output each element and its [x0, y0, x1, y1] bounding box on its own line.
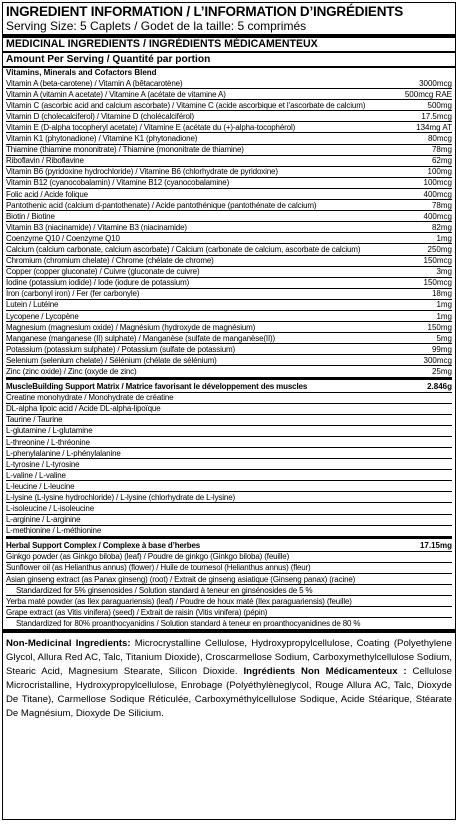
ingredient-row	[6, 156, 452, 167]
ingredient-amount: 1mg	[436, 300, 452, 310]
muscle-title: MuscleBuilding Support Matrix / Matrice favorisant le développement des muscles	[6, 381, 308, 391]
ingredient-row	[6, 415, 452, 426]
ingredient-name: Sunflower oil (as Helianthus annus) (flower) / Huile de tournesol (Helianthus annus) (fleur)	[6, 563, 311, 573]
ingredient-row	[6, 167, 452, 178]
ingredient-name: Asian ginseng extract (as Panax ginseng) (root) / Extrait de ginseng asiatique (Ginseng panax) (racine)	[6, 574, 356, 584]
ingredient-name: L-isoleucine / L-isoleucine	[6, 504, 95, 514]
ingredient-name: L-tyrosine / L-tyrosine	[6, 459, 80, 469]
panel-title: INGREDIENT INFORMATION / L’INFORMATION D’INGRÉDIENTS	[6, 4, 404, 19]
ingredient-row	[6, 300, 452, 311]
ingredient-amount: 400mcg	[423, 211, 452, 221]
ingredient-name: Iron (carbonyl iron) / Fer (fer carbonyle)	[6, 289, 140, 299]
ingredient-name: L-leucine / L-leucine	[6, 481, 75, 491]
ingredient-name: Vitamin B12 (cyanocobalamin) / Vitamine B12 (cyanocobalamine)	[6, 178, 230, 188]
ingredient-amount: 1mg	[436, 311, 452, 321]
ingredient-name: Folic acid / Acide folique	[6, 189, 88, 199]
ingredient-row	[6, 344, 452, 355]
ingredient-amount: 150mg	[427, 322, 452, 332]
vitamins-heading: Vitamins, Minerals and Cofactors Blend	[6, 68, 157, 77]
muscle-list	[6, 393, 452, 536]
ingredient-name: Thiamine (thiamine mononitrate) / Thiamine (mononitrate de thiamine)	[6, 145, 244, 155]
non-medicinal-ingredients	[6, 637, 452, 721]
ingredient-name: Selenium (selenium chelate) / Sélénium (chélate de sélénium)	[6, 355, 217, 365]
ingredient-name: DL-alpha lipoic acid / Acide DL-alpha-lipoïque	[6, 404, 161, 414]
ingredient-name: Biotin / Biotine	[6, 211, 55, 221]
ingredient-row	[6, 222, 452, 233]
ingredient-amount: 99mg	[431, 344, 452, 354]
ingredient-amount: 3000mcg	[419, 78, 452, 88]
ingredient-row	[6, 481, 452, 492]
ingredient-name: L-glutamine / L-glutamine	[6, 426, 93, 436]
ingredient-row	[6, 355, 452, 366]
ingredient-name: Pantothenic acid (calcium d-pantothenate) / Acide pantothénique (pantothénate de calcium)	[6, 200, 317, 210]
ingredient-name: L-methionine / L-méthionine	[6, 526, 102, 536]
ingredient-amount: 250mg	[427, 245, 452, 254]
ingredient-row	[6, 470, 452, 481]
ingredient-row	[6, 111, 452, 122]
ingredient-amount: 25mg	[431, 367, 452, 377]
herbal-list	[6, 552, 452, 629]
ingredient-name: Taurine / Taurine	[6, 415, 63, 425]
ingredient-row	[6, 122, 452, 133]
ingredient-name: Vitamin B3 (niacinamide) / Vitamine B3 (niacinamide)	[6, 222, 187, 232]
ingredient-row	[6, 366, 452, 376]
ingredient-name: Manganese (manganese (II) sulphate) / Manganèse (sulfate de manganèse(II))	[6, 333, 276, 343]
ingredient-amount: 500mcg RAE	[404, 89, 452, 99]
ingredient-name: Copper (copper gluconate) / Cuivre (gluconate de cuivre)	[6, 267, 200, 277]
ingredient-row	[6, 333, 452, 344]
ingredient-row	[6, 404, 452, 415]
ingredient-amount: 400mcg	[423, 189, 452, 199]
ingredient-row	[6, 515, 452, 526]
ingredient-row	[6, 322, 452, 333]
ingredient-name: Zinc (zinc oxide) / Zinc (oxyde de zinc)	[6, 367, 137, 377]
ingredient-amount: 100mcg	[423, 178, 452, 188]
ingredient-row	[6, 256, 452, 267]
ingredient-row	[6, 563, 452, 574]
ingredient-name: L-phenylalanine / L-phénylalanine	[6, 448, 121, 458]
ingredient-row	[6, 244, 452, 255]
divider-thick	[3, 629, 455, 633]
ingredient-name: Ginkgo powder (as Ginkgo biloba) (leaf) / Poudre de ginkgo (Ginkgo biloba) (feuille)	[6, 552, 290, 562]
ingredient-row	[6, 233, 452, 244]
non-medicinal-label-en: Non-Medicinal Ingredients:	[6, 638, 131, 650]
ingredient-row	[6, 459, 452, 470]
ingredient-row	[6, 200, 452, 211]
ingredient-row	[6, 145, 452, 156]
ingredient-name: Iodine (potassium iodide) / Iode (iodure de potassium)	[6, 278, 190, 288]
ingredient-amount: 150mcg	[423, 278, 452, 288]
ingredient-amount: 17.5mcg	[421, 111, 452, 121]
ingredient-amount: 500mg	[427, 100, 452, 110]
ingredient-name: Lycopene / Lycopène	[6, 311, 79, 321]
ingredient-row	[6, 211, 452, 222]
ingredient-row	[6, 289, 452, 300]
ingredient-row	[6, 189, 452, 200]
muscle-amount: 2.846g	[427, 381, 452, 391]
ingredient-row	[6, 78, 452, 89]
ingredient-row	[6, 89, 452, 100]
ingredient-row	[6, 574, 452, 585]
ingredient-amount: 62mg	[431, 156, 452, 166]
muscle-heading-row	[6, 377, 452, 393]
ingredient-name: Calcium (calcium carbonate, calcium ascorbate) / Calcium (carbonate de calcium, ascorbate de calcium)	[6, 245, 361, 254]
ingredient-amount: 5mg	[436, 333, 452, 343]
ingredient-row	[6, 585, 452, 596]
herbal-heading-row	[6, 536, 452, 552]
herbal-amount: 17.15mg	[419, 540, 452, 550]
ingredient-amount: 134mg AT	[416, 122, 452, 132]
ingredient-name: Yerba maté powder (as Ilex paraguariensis) (leaf) / Poudre de houx maté (Ilex paraguariensis) (feuille)	[6, 596, 352, 606]
ingredient-amount: 18mg	[431, 289, 452, 299]
amount-per-serving: Amount Per Serving / Quantité par portion	[6, 54, 211, 65]
ingredient-name: L-valine / L-valine	[6, 470, 66, 480]
ingredient-amount: 100mg	[427, 167, 452, 177]
ingredient-row	[6, 278, 452, 289]
ingredient-name: Magnesium (magnesium oxide) / Magnésium (hydroxyde de magnésium)	[6, 322, 256, 332]
non-medicinal-label-fr: Ingrédients Non Médicamenteux :	[243, 666, 407, 678]
ingredient-amount: 300mcg	[423, 355, 452, 365]
ingredient-amount: 1mg	[436, 233, 452, 243]
ingredient-name: Lutein / Lutéine	[6, 300, 59, 310]
ingredient-row	[6, 267, 452, 278]
ingredient-amount: 80mcg	[427, 134, 452, 144]
ingredient-amount: 150mcg	[423, 256, 452, 266]
ingredient-name: Vitamin B6 (pyridoxine hydrochloride) / Vitamine B6 (chlorhydrate de pyridoxine)	[6, 167, 278, 177]
ingredient-panel	[2, 2, 456, 820]
ingredient-amount: 3mg	[436, 267, 452, 277]
ingredient-row	[6, 448, 452, 459]
ingredient-name: Vitamin A (beta-carotene) / Vitamin A (bêtacarotène)	[6, 78, 183, 88]
ingredient-name: Vitamin E (D-alpha tocopheryl acetate) / Vitamine E (acétate du (+)-alpha-tocophérol)	[6, 122, 296, 132]
ingredient-row	[6, 526, 452, 536]
ingredient-name: Vitamin C (ascorbic acid and calcium ascorbate) / Vitamine C (acide ascorbique et l’ascorbate de calcium)	[6, 100, 366, 110]
ingredient-name: Creatine monohydrate / Monohydrate de créatine	[6, 393, 174, 403]
ingredient-row	[6, 607, 452, 618]
ingredient-row	[6, 393, 452, 404]
non-medicinal-text-fr: Cellulose Microcristalline, Hydroxypropylcellulose, Enrobage (Polyéthylèneglycol, Rouge Allura AC, Talc, Dioxyde De Titane), Carmellose Sodique Réticulée, Carboxyméthylcellulose Sodique, Acide Stéarique, Stéarate De Magnésium, Dioxyde De Silicium.	[6, 666, 452, 720]
herbal-title: Herbal Support Complex / Complexe à base d’herbes	[6, 540, 201, 550]
ingredient-row	[6, 492, 452, 503]
ingredient-name: Standardized for 80% proanthocyanidins / Solution standard à teneur en proanthocyanidines de 80 %	[16, 618, 361, 628]
ingredient-row	[6, 552, 452, 563]
ingredient-row	[6, 311, 452, 322]
ingredient-row	[6, 503, 452, 514]
ingredient-row	[6, 426, 452, 437]
ingredient-name: Vitamin A (vitamin A acetate) / Vitamine A (acétate de vitamine A)	[6, 89, 226, 99]
ingredient-row	[6, 133, 452, 144]
ingredient-amount: 78mg	[431, 145, 452, 155]
ingredient-name: Coenzyme Q10 / Coenzyme Q10	[6, 233, 120, 243]
ingredient-amount: 78mg	[431, 200, 452, 210]
serving-size: Serving Size: 5 Caplets / Godet de la taille: 5 comprimés	[6, 19, 307, 33]
ingredient-row	[6, 100, 452, 111]
medicinal-heading: MEDICINAL INGREDIENTS / INGRÉDIENTS MÉDICAMENTEUX	[6, 38, 318, 50]
ingredient-name: Grape extract (as Vitis vinifera) (seed) / Extrait de raisin (Vitis vinifera) (pépin)	[6, 607, 268, 617]
ingredient-row	[6, 618, 452, 628]
non-medicinal-text-en: Microcrystalline Cellulose, Hydroxypropylcellulose, Coating (Polyethylene Glycol, Allura Red AC, Talc, Titanium Dioxide), Croscarmellose Sodium, Carboxymethylcellulose Sodium, Stearic Acid, Magnesium Stearate, Silicon Dioxide.	[6, 638, 452, 678]
ingredient-name: Vitamin D (cholecalciferol) / Vitamine D (cholécalciférol)	[6, 111, 194, 121]
ingredient-name: Standardized for 5% ginsenosides / Solution standard à teneur en ginsénosides de 5 %	[16, 585, 313, 595]
ingredient-name: Vitamin K1 (phytonadione) / Vitamine K1 (phytonadione)	[6, 134, 198, 144]
vitamins-list	[6, 78, 452, 377]
ingredient-row	[6, 596, 452, 607]
ingredient-name: Riboflavin / Riboflavine	[6, 156, 84, 166]
ingredient-name: L-arginine / L-arginine	[6, 515, 81, 525]
ingredient-name: L-threonine / L-thréonine	[6, 437, 90, 447]
ingredient-name: Chromium (chromium chelate) / Chrome (chélate de chrome)	[6, 256, 214, 266]
ingredient-amount: 82mg	[431, 222, 452, 232]
ingredient-row	[6, 178, 452, 189]
ingredient-name: Potassium (potassium sulphate) / Potassium (sulfate de potassium)	[6, 344, 236, 354]
ingredient-row	[6, 437, 452, 448]
ingredient-name: L-lysine (L-lysine hydrochloride) / L-lysine (chlorhydrate de L-lysine)	[6, 492, 236, 502]
